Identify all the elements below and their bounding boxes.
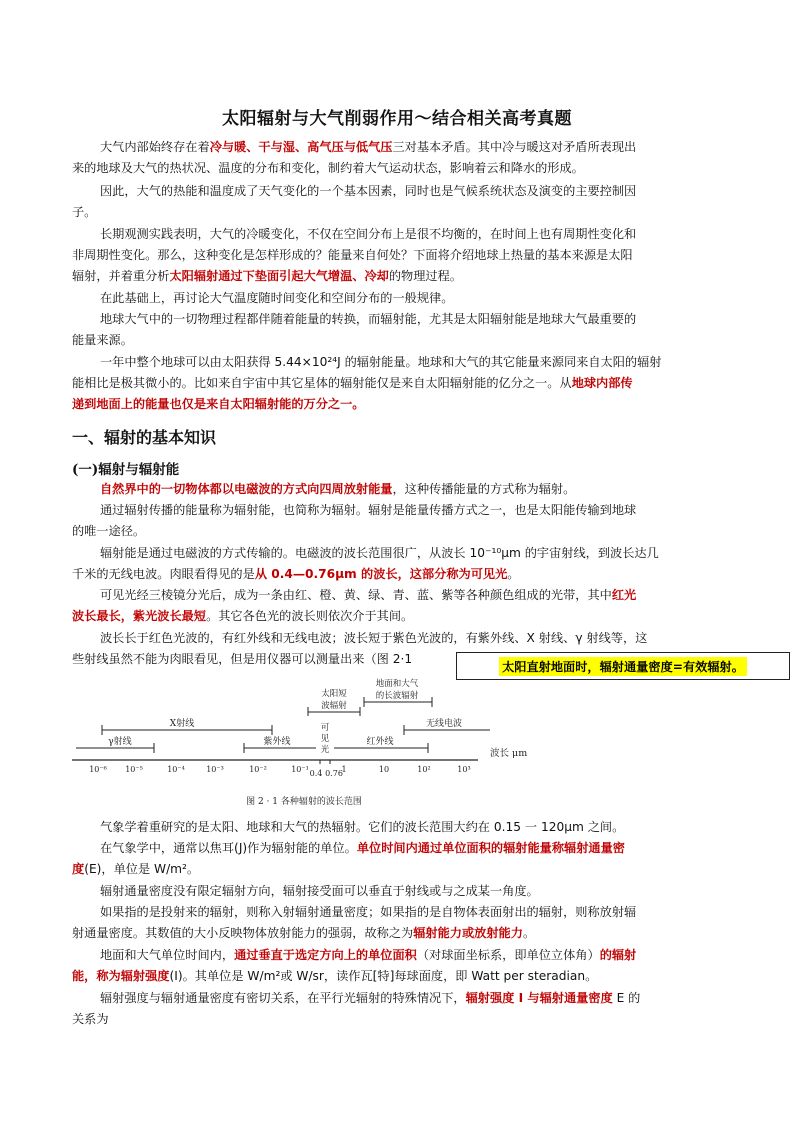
uv-label: 紫外线 <box>263 737 291 747</box>
highlight-text: 自然界中的一切物体都以电磁波的方式向四周放射能量 <box>100 482 393 496</box>
paragraph-line <box>100 479 722 499</box>
tick-label: 1 <box>341 765 347 774</box>
paragraph-line: 能量来源。 <box>72 333 133 347</box>
text-span: 千米的无线电波。肉眼看得见的是 <box>72 567 255 581</box>
text-span: 的物理过程。 <box>388 269 462 283</box>
paragraph-line <box>72 564 722 584</box>
solar-label-1: 太阳短 <box>321 689 347 699</box>
earth-label-1: 地面和大气 <box>375 679 419 689</box>
paragraph-line <box>72 923 722 943</box>
tick-label: 10² <box>417 765 431 774</box>
highlight-text: 度 <box>72 862 85 876</box>
paragraph-line <box>72 606 722 626</box>
tick-label: 10⁻⁵ <box>125 765 143 774</box>
paragraph-line <box>100 585 722 605</box>
highlight-text: 红光 <box>611 588 637 602</box>
axis-label: 波长 μm <box>490 748 528 759</box>
wavelength-figure <box>72 674 528 814</box>
paragraph-line: 辐射能是通过电磁波的方式传输的。电磁波的波长范围很广，从波长 10⁻¹⁰μm 的宇宙射线，到波长达几 <box>100 546 659 560</box>
text-span: (I)。其单位是 W/m²或 W/sr，读作瓦[特]每球面度，即 Watt per steradian。 <box>169 969 598 983</box>
text-span: 三对基本矛盾。其中冷与暖这对矛盾所表现出 <box>392 140 637 154</box>
text-span: 辐射，并着重分析 <box>72 269 170 283</box>
tick-label: 10³ <box>457 765 471 774</box>
paragraph-line <box>72 966 722 986</box>
highlight-text: 地球内部传 <box>571 376 633 390</box>
paragraph-line <box>72 394 722 414</box>
highlight-text: 通过垂直于选定方向上的单位面积 <box>234 948 417 962</box>
paragraph-line: 气象学着重研究的是太阳、地球和大气的热辐射。它们的波长范围大约在 0.15 一 120μm 之间。 <box>100 820 625 834</box>
highlight-text: 辐射能力或放射能力 <box>413 926 523 940</box>
text-span: (E)，单位是 W/m²。 <box>84 862 200 876</box>
text-span: 。 <box>522 926 536 940</box>
tick-label: 10⁻⁶ <box>89 765 107 774</box>
tick-label: 10⁻¹ <box>291 765 309 774</box>
wavelength-diagram <box>72 674 528 814</box>
paragraph-line: 一年中整个地球可以由太阳获得 5.44×10²⁴J 的辐射能量。地球和大气的其它能量来源同来自太阳的辐射 <box>100 355 662 369</box>
highlight-text: 辐射强度 I 与辐射通量密度 <box>465 991 613 1005</box>
paragraph-line: 如果指的是投射来的辐射，则称入射辐射通量密度；如果指的是自物体表面射出的辐射，则称放射辐 <box>100 905 637 919</box>
highlight-text: 波长最长，紫光波长最短 <box>72 609 207 623</box>
highlight-text: 能，称为辐射强度 <box>72 969 170 983</box>
highlight-text: 单位时间内通过单位面积的辐射能量称辐射通量密 <box>356 841 625 855</box>
text-span: E 的 <box>612 991 641 1005</box>
visible-label-3: 光 <box>320 745 330 755</box>
xray-label: X射线 <box>169 719 195 729</box>
page-title: 太阳辐射与大气削弱作用～结合相关高考真题 <box>222 109 572 129</box>
paragraph-line <box>100 137 722 157</box>
solar-label-2: 波辐射 <box>321 701 347 711</box>
tick-label: 0.76 <box>325 769 343 778</box>
paragraph-line: 子。 <box>72 205 97 219</box>
tick-label: 10⁻² <box>249 765 267 774</box>
text-span: （对球面坐标系，即单位立体角） <box>416 948 600 962</box>
subsection-heading: (一)辐射与辐射能 <box>72 462 180 478</box>
paragraph-line: 非周期性变化。那么，这种变化是怎样形成的？能量来自何处？下面将介绍地球上热量的基本来源是太阳 <box>72 248 633 262</box>
paragraph-line <box>100 838 722 858</box>
text-span: 。 <box>507 567 520 581</box>
paragraph-line: 辐射通量密度没有限定辐射方向，辐射接受面可以垂直于射线或与之成某一角度。 <box>100 884 539 898</box>
callout-text: 太阳直射地面时，辐射通量密度=有效辐射。 <box>499 657 747 676</box>
section-heading: 一、辐射的基本知识 <box>72 428 217 447</box>
highlight-text: 冷与暖、干与湿、高气压与低气压 <box>209 140 393 154</box>
highlight-text: 太阳辐射通过下垫面引起大气增温、冷却 <box>169 269 389 283</box>
text-span: 射通量密度。其数值的大小反映物体放射能力的强弱，故称之为 <box>72 926 414 940</box>
paragraph-line: 的唯一途径。 <box>72 524 146 538</box>
text-span: 可见光经三棱镜分光后，成为一条由红、橙、黄、绿、青、蓝、紫等各种颜色组成的光带，其中 <box>100 588 612 602</box>
tick-label: 0.4 <box>309 769 323 778</box>
paragraph-line: 些射线虽然不能为肉眼看见，但是用仪器可以测量出来（图 2·1 <box>72 652 413 666</box>
paragraph-line: 来的地球及大气的热状况、温度的分布和变化，制约着大气运动状态，影响着云和降水的形成。 <box>72 161 584 175</box>
figure-caption: 图 2 · 1 各种辐射的波长范围 <box>246 797 362 807</box>
paragraph-line: 在此基础上，再讨论大气温度随时间变化和空间分布的一般规律。 <box>100 291 454 305</box>
paragraph-line <box>72 373 722 393</box>
paragraph-line <box>100 988 722 1008</box>
paragraph-line: 长期观测实践表明，大气的冷暖变化，不仅在空间分布上是很不均衡的，在时间上也有周期性变化和 <box>100 227 637 241</box>
text-span: 能相比是极其微小的。比如来自宇宙中其它星体的辐射能仅是来自太阳辐射能的亿分之一。从 <box>72 376 572 390</box>
paragraph-line: 关系为 <box>72 1012 109 1026</box>
paragraph-line: 波长长于红色光波的，有红外线和无线电波；波长短于紫色光波的，有紫外线、X 射线、γ 射线等，这 <box>100 631 648 645</box>
paragraph-line <box>72 859 722 879</box>
highlight-text: 的辐射 <box>599 948 637 962</box>
paragraph-line <box>72 266 722 286</box>
tick-label: 10 <box>378 765 390 774</box>
text-span: 。其它各色光的波长则依次介于其间。 <box>206 609 414 623</box>
text-span: 辐射强度与辐射通量密度有密切关系，在平行光辐射的特殊情况下， <box>100 991 466 1005</box>
paragraph-line <box>100 945 722 965</box>
text-span: 在气象学中，通常以焦耳(J)作为辐射能的单位。 <box>100 841 357 855</box>
text-span: ，这种传播能量的方式称为辐射。 <box>392 482 576 496</box>
highlight-text: 递到地面上的能量也仅是来自太阳辐射能的万分之一。 <box>72 397 365 411</box>
paragraph-line: 地球大气中的一切物理过程都伴随着能量的转换，而辐射能，尤其是太阳辐射能是地球大气最重要的 <box>100 312 637 326</box>
earth-label-2: 的长波辐射 <box>375 691 419 701</box>
highlight-text: 从 0.4—0.76μm 的波长，这部分称为可见光 <box>254 567 508 581</box>
text-span: 大气内部始终存在着 <box>100 140 210 154</box>
gamma-label: γ射线 <box>108 737 132 747</box>
radio-label: 无线电波 <box>425 719 463 729</box>
tick-label: 10⁻⁴ <box>167 765 185 774</box>
text-span: 地面和大气单位时间内， <box>100 948 235 962</box>
paragraph-line: 因此，大气的热能和温度成了天气变化的一个基本因素，同时也是气候系统状态及演变的主要控制因 <box>100 184 637 198</box>
ir-label: 红外线 <box>366 737 394 747</box>
tick-label: 10⁻³ <box>206 765 224 774</box>
paragraph-line: 通过辐射传播的能量称为辐射能，也简称为辐射。辐射是能量传播方式之一，也是太阳能传输到地球 <box>100 503 637 517</box>
visible-label-1: 可 <box>320 723 330 733</box>
visible-label-2: 见 <box>320 734 330 744</box>
